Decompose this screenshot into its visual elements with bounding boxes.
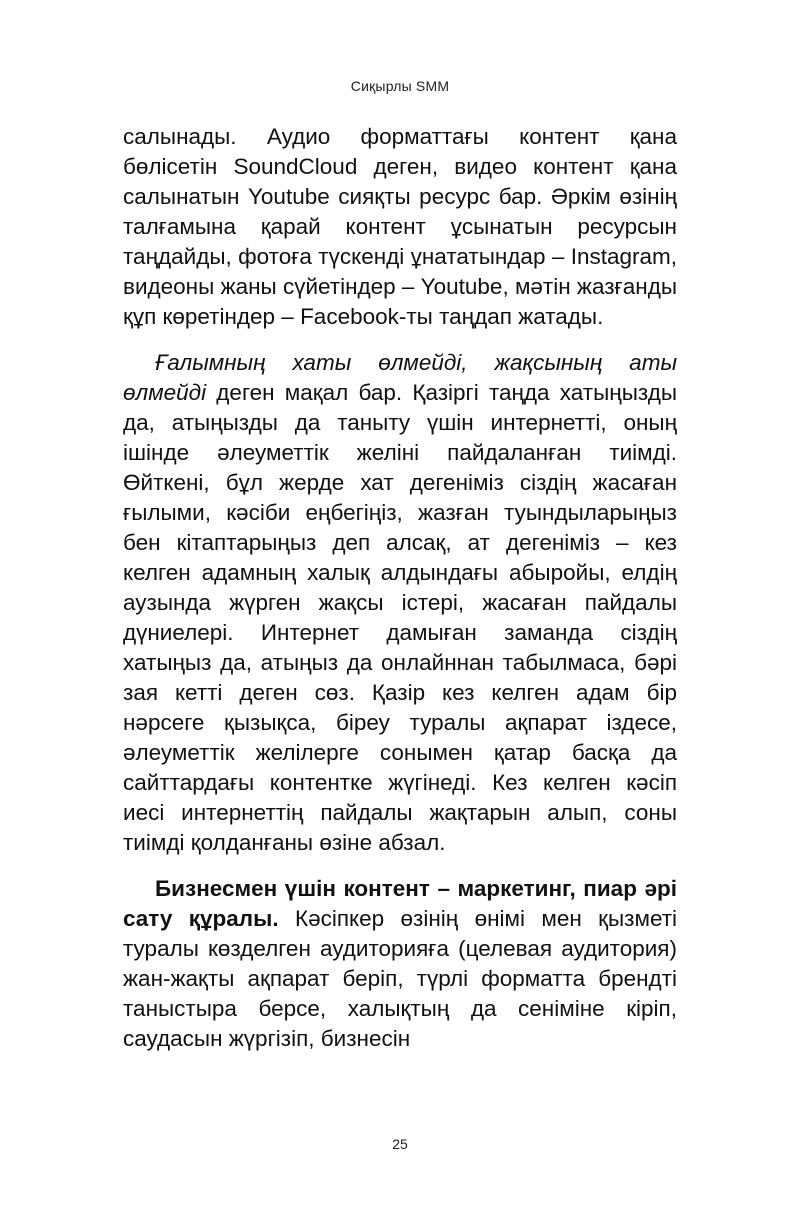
paragraph-3-text: Кәсіпкер өзінің өнімі мен қызметі туралы көзделген аудиторияға (целевая аудитория) жан-жақты ақпарат беріп, түрлі форматта брендті таныстыра берсе, халықтың да сеніміне кіріп, саудасын жүргізіп, бизнесін	[123, 906, 678, 1051]
paragraph-2	[123, 348, 677, 858]
paragraph-1	[123, 122, 677, 332]
paragraph-1-text: салынады. Аудио форматтағы контент қана бөлісетін SoundCloud деген, видео контент қана салынатын Youtube сияқты ресурс бар. Әркім өзінің талғамына қарай контент ұсынатын ресурсын таңдайды, фотоға түскенді ұнататындар – Instagram, видеоны жаны сүйетіндер – Youtube, мәтін жазғанды құп көретіндер – Facebook-ты таңдап жатады.	[123, 124, 677, 329]
bold-heading-sentence: Бизнесмен үшін контент – маркетинг, пиар әрі сату құралы.	[123, 876, 677, 931]
proverb-italic: Ғалымның хаты өлмейді, жақсының аты өлмейді	[123, 350, 677, 405]
paragraph-2-text: деген мақал бар. Қазіргі таңда хатыңызды да, атыңызды да таныту үшін интернетті, оның ішінде әлеуметтік желіні пайдаланған тиімді. Өйткені, бұл жерде хат дегеніміз сіздің жасаған ғылыми, кәсіби еңбегіңіз, жазған туындыларыңыз бен кітаптарыңыз деп алсақ, ат дегеніміз – кез келген адамның халық алдындағы абыройы, елдің аузында жүрген жақсы істері, жасаған пайдалы дүниелері. Интернет дамыған заманда сіздің хатыңыз да, атыңыз да онлайннан табылмаса, бәрі зая кетті деген сөз. Қазір кез келген адам бір нәрсеге қызықса, біреу туралы ақпарат іздесе, әлеуметтік желілерге сонымен қатар басқа да сайттардағы контентке жүгінеді. Кез келген кәсіп иесі интернеттің пайдалы жақтарын алып, соны тиімді қолданғаны өзіне абзал.	[123, 380, 677, 855]
page-number: 25	[392, 1136, 408, 1152]
paragraph-3	[123, 874, 677, 1054]
running-header: Сиқырлы SMM	[350, 78, 450, 94]
body-text	[123, 122, 677, 1054]
